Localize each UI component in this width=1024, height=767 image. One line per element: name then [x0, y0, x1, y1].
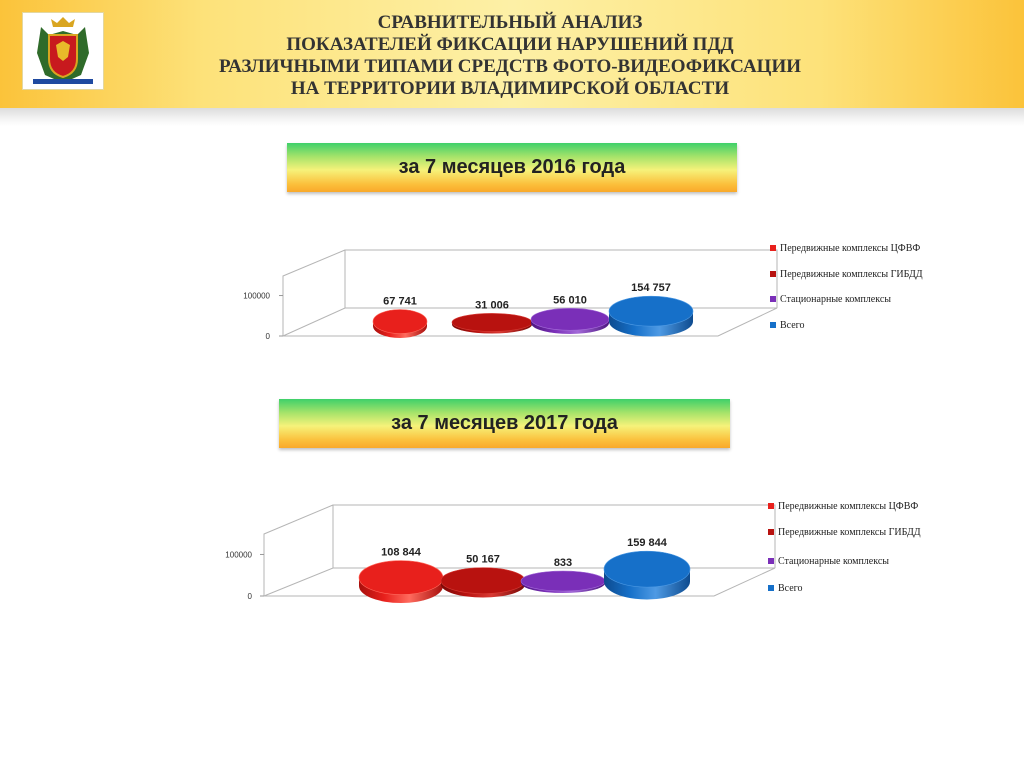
title-line: ПОКАЗАТЕЛЕЙ ФИКСАЦИИ НАРУШЕНИЙ ПДД	[286, 34, 734, 55]
bar-top	[359, 561, 443, 595]
title-line: РАЗЛИЧНЫМИ ТИПАМИ СРЕДСТВ ФОТО-ВИДЕОФИКСАЦИИ	[219, 56, 801, 77]
bar-top	[609, 296, 693, 326]
page-title	[120, 12, 900, 100]
legend-item: Передвижные комплексы ЦФВФ	[778, 501, 919, 512]
legend-swatch	[770, 322, 776, 328]
bar-cylinder	[441, 568, 525, 598]
bar-value-label: 159 844	[627, 537, 667, 550]
title-line: СРАВНИТЕЛЬНЫЙ АНАЛИЗ	[377, 12, 643, 33]
title-line: НА ТЕРРИТОРИИ ВЛАДИМИРСКОЙ ОБЛАСТИ	[290, 78, 730, 99]
bar-top	[441, 568, 525, 594]
chart-side-wall	[283, 250, 345, 336]
legend-swatch	[770, 296, 776, 302]
bar-cylinder	[373, 309, 427, 338]
legend-swatch	[770, 245, 776, 251]
legend-swatch	[768, 503, 774, 509]
legend-item: Передвижные комплексы ГИБДД	[780, 269, 923, 280]
bar-top	[604, 551, 690, 587]
legend-swatch	[768, 558, 774, 564]
banner-shadow	[0, 108, 1024, 126]
legend-swatch	[770, 271, 776, 277]
coat-of-arms-icon	[22, 12, 104, 90]
bar-top	[452, 313, 532, 331]
y-tick-label: 0	[265, 332, 270, 341]
bar-value-label: 56 010	[553, 294, 587, 307]
bar-cylinder	[521, 571, 605, 593]
chart-2017	[0, 488, 1024, 628]
legend-item: Стационарные комплексы	[780, 294, 892, 305]
period-label-2017: за 7 месяцев 2017 года	[279, 399, 730, 448]
legend-item: Передвижные комплексы ЦФВФ	[780, 243, 921, 254]
bar-cylinder	[359, 561, 443, 603]
y-tick-label: 100000	[225, 550, 252, 560]
bar-top	[531, 308, 609, 330]
legend-item: Всего	[780, 320, 805, 331]
bar-value-label: 108 844	[381, 546, 421, 559]
legend-item: Всего	[778, 583, 803, 594]
bar-cylinder	[531, 308, 609, 334]
bar-cylinder	[452, 313, 532, 333]
period-label-2016: за 7 месяцев 2016 года	[287, 143, 737, 192]
y-tick-label: 100000	[243, 291, 270, 301]
legend-swatch	[768, 585, 774, 591]
bar-cylinder	[604, 551, 690, 599]
bar-top	[521, 571, 605, 591]
bar-value-label: 154 757	[631, 282, 671, 295]
bar-value-label: 50 167	[466, 553, 500, 566]
legend-item: Стационарные комплексы	[778, 556, 890, 567]
legend-swatch	[768, 529, 774, 535]
bar-cylinder	[609, 296, 693, 336]
bar-value-label: 67 741	[383, 295, 417, 308]
chart-2016	[0, 230, 1024, 370]
bar-value-label: 31 006	[475, 299, 509, 312]
legend-item: Передвижные комплексы ГИБДД	[778, 527, 921, 538]
bar-value-label: 833	[553, 557, 573, 569]
bar-top	[373, 309, 427, 333]
y-tick-label: 0	[247, 592, 252, 601]
